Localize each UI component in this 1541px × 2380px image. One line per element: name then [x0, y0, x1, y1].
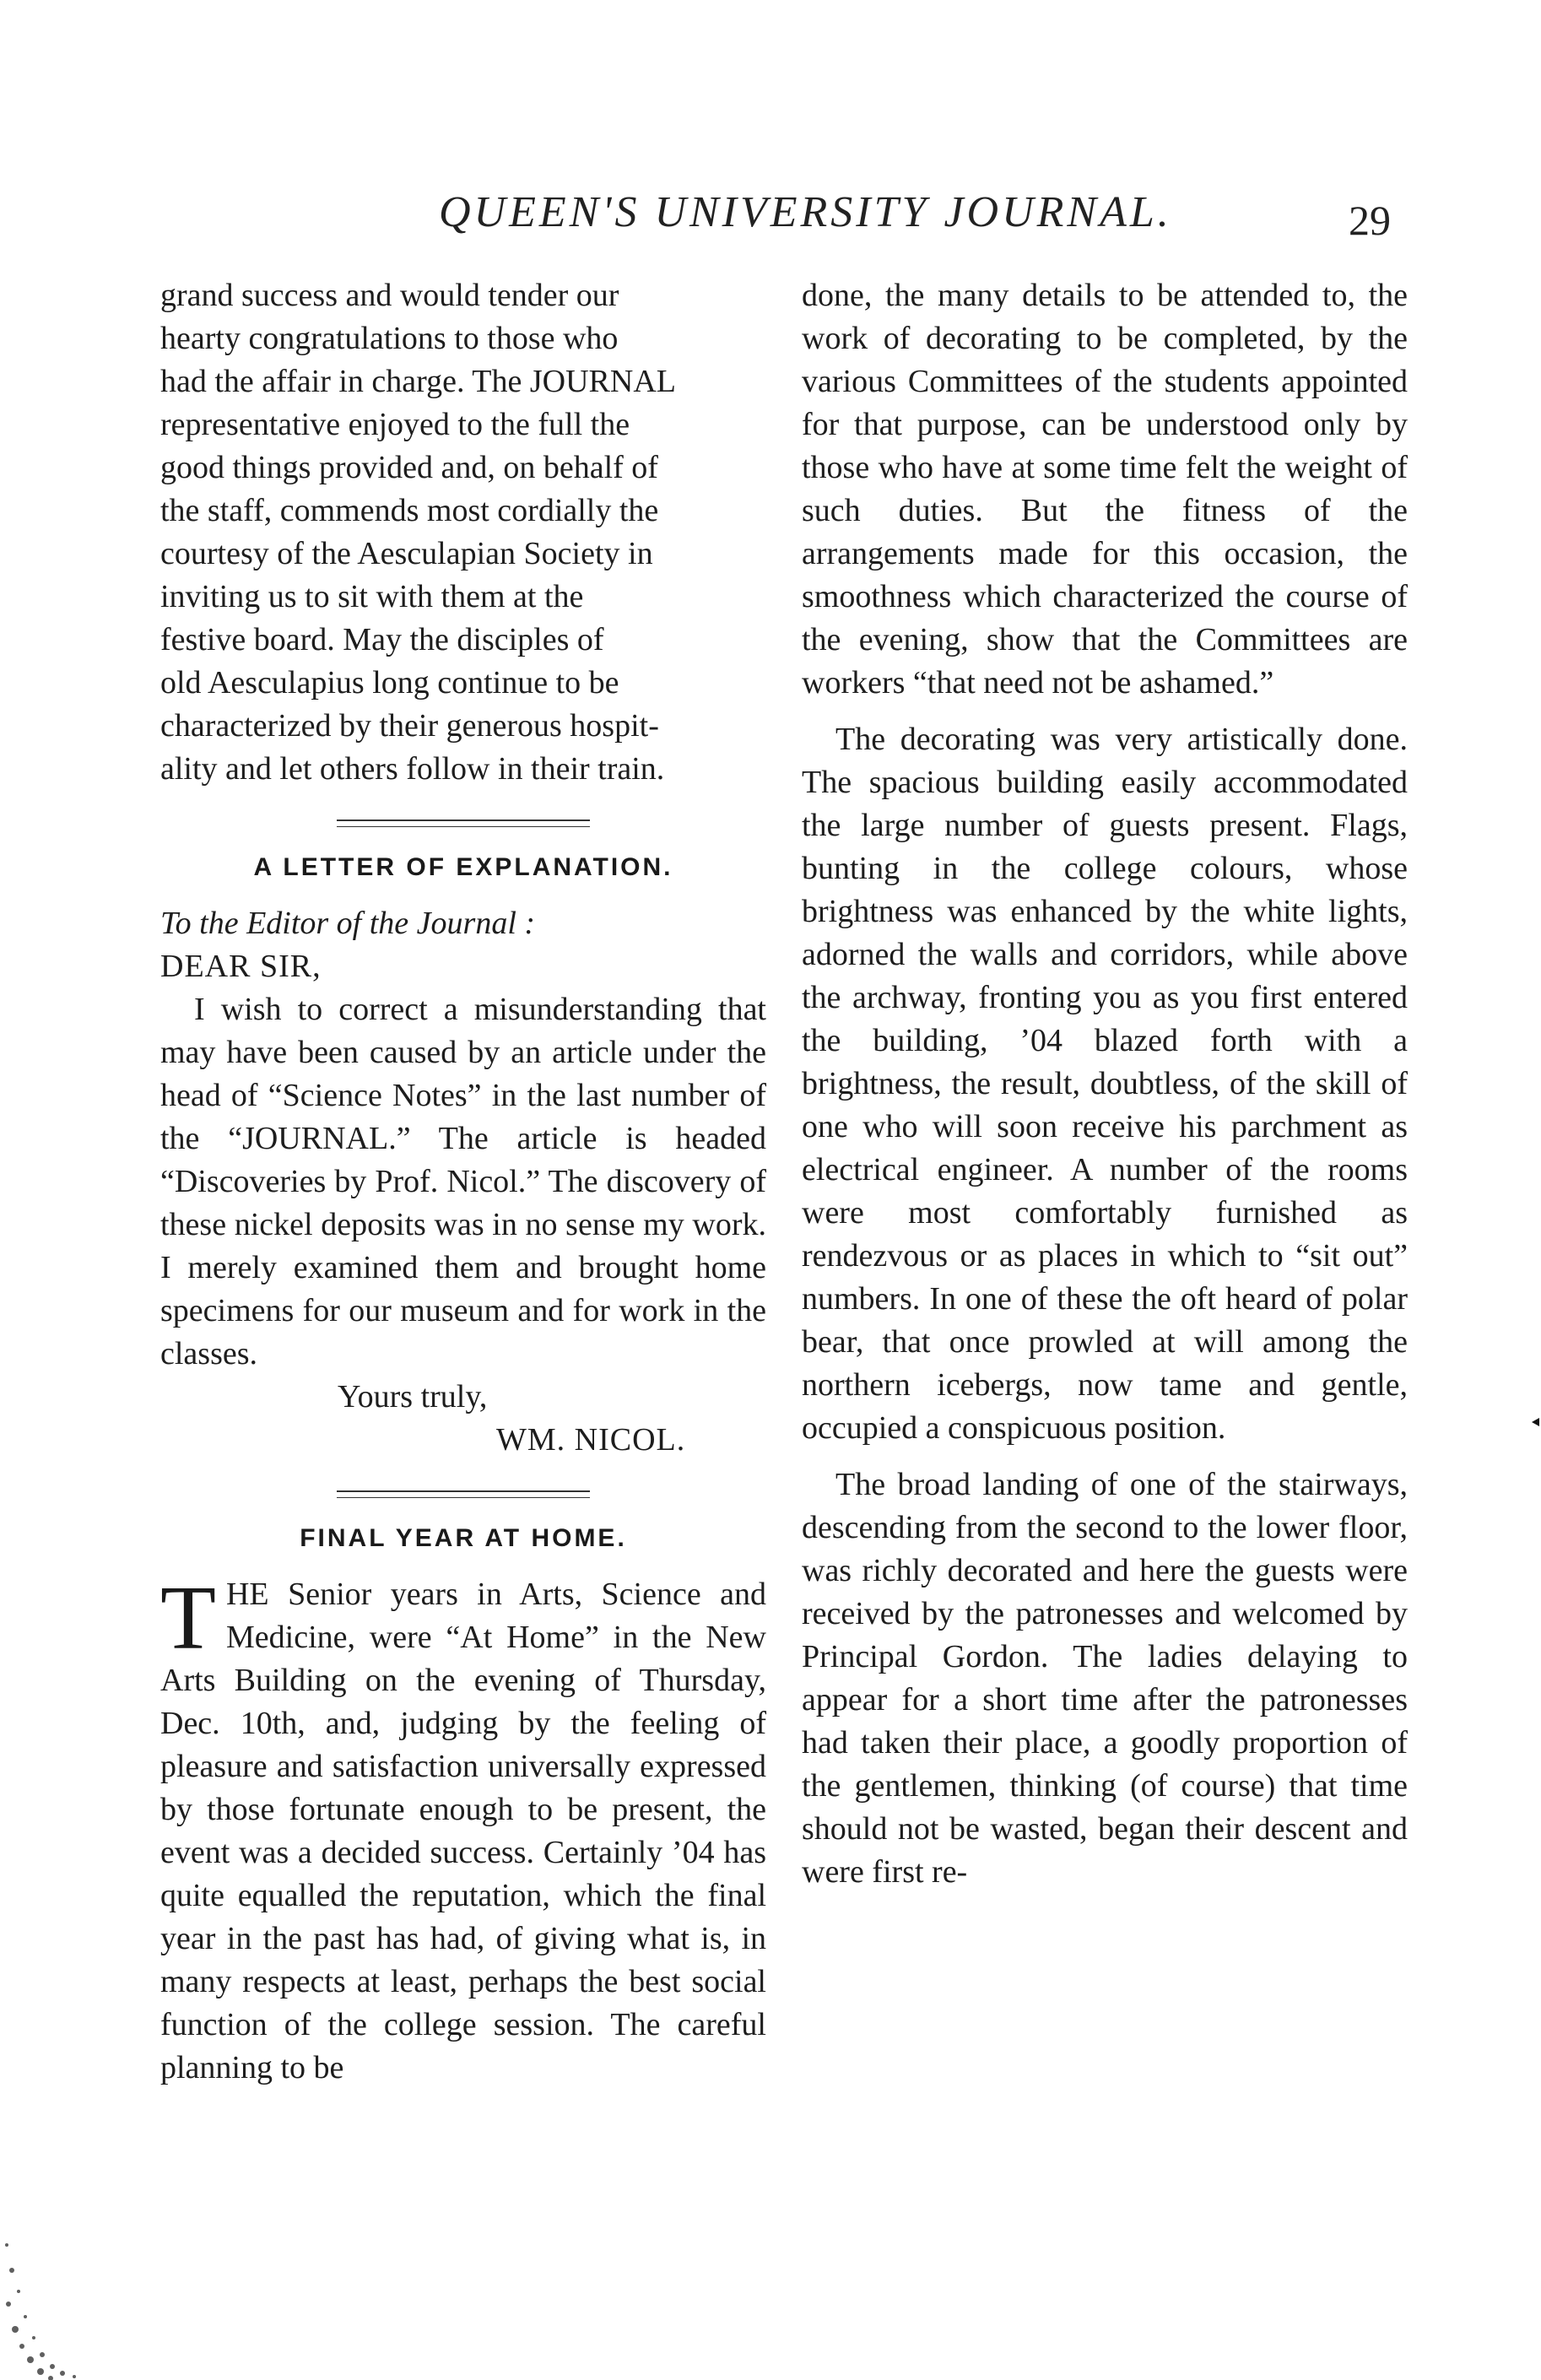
- running-head: [0, 187, 1541, 246]
- intro-line: grand success and would tender our: [160, 278, 619, 313]
- intro-line: hearty congratulations to those who: [160, 321, 619, 356]
- article-paragraph: The broad landing of one of the stairways, descending from the second to the lower floor, was richly decorated and here the guests were received by the patronesses and welcomed by Principal Gordon. The ladies delaying to appear for a short time after the patronesses had taken their place, a goodly proportion of the gentlemen, thinking (of course) that time should not be wasted, began their descent and were first re-: [802, 1467, 1408, 1890]
- letter-signature: WM. NICOL.: [496, 1422, 686, 1458]
- intro-line: festive board. May the disciples of: [160, 622, 604, 657]
- intro-line: inviting us to sit with them at the: [160, 579, 584, 614]
- intro-line: courtesy of the Aesculapian Society in: [160, 536, 653, 571]
- intro-line: old Aesculapius long continue to be: [160, 665, 619, 700]
- letter-addressee: To the Editor of the Journal :: [160, 906, 536, 941]
- margin-mark: [1532, 1418, 1539, 1426]
- article-paragraph: done, the many details to be attended to, the work of decorating to be completed, by the various Committees of the students appointed for that purpose, can be understood only by those who have at some time felt the weight of such duties. But the fitness of the arrangements made for this occasion, the smoothness which characterized the course of the evening, show that the Committees are workers “that need not be ashamed.”: [802, 278, 1408, 700]
- letter-salutation: DEAR SIR,: [160, 949, 322, 984]
- intro-line: ality and let others follow in their train.: [160, 751, 665, 787]
- intro-line: representative enjoyed to the full the: [160, 407, 630, 442]
- intro-line: characterized by their generous hospit-: [160, 708, 659, 744]
- letter-body: I wish to correct a misunderstanding that may have been caused by an article under the head of “Science Notes” in the last number of the “JOURNAL.” The article is headed “Discoveries by Prof. Nicol.” The discovery of these nickel deposits was in no sense my work. I merely examined them and brought home specimens for our museum and for work in the classes.: [160, 992, 766, 1371]
- letter-heading: A LETTER OF EXPLANATION.: [253, 853, 673, 881]
- final-year-heading: FINAL YEAR AT HOME.: [300, 1524, 627, 1552]
- journal-title: QUEEN'S UNIVERSITY JOURNAL.: [439, 188, 1172, 236]
- article-paragraph: The decorating was very artistically done. The spacious building easily accommodated the large number of guests present. Flags, bunting in the college colours, whose brightness was enhanced by the white lights, adorned the walls and corridors, while above the archway, fronting you as you first entered the building, ’04 blazed forth with a brightness, the result, doubtless, of the skill of one who will soon receive his parchment as electrical engineer. A number of the rooms were most comfortably furnished as rendezvous or as places in which to “sit out” numbers. In one of these the oft heard of polar bear, that once prowled at will among the northern icebergs, now tame and gentle, occupied a conspicuous position.: [802, 722, 1408, 1446]
- section-divider: [337, 1490, 590, 1498]
- section-divider: [337, 819, 590, 827]
- left-column: [160, 274, 766, 2090]
- final-year-body: [160, 1568, 766, 2090]
- right-column: [802, 274, 1408, 1894]
- drop-cap: T: [160, 1568, 216, 1669]
- page-edge-smudge: [0, 2211, 93, 2380]
- final-year-text: HE Senior years in Arts, Science and Medicine, were “At Home” in the New Arts Building on the evening of Thursday, Dec. 10th, and, judging by the feeling of pleasure and satisfaction universally expressed by those fortunate enough to be present, the event was a decided success. Certainly ’04 has quite equalled the reputation, which the final year in the past has had, of giving what is, in many respects at least, perhaps the best social function of the college session. The careful planning to be: [160, 1577, 766, 2085]
- intro-line: had the affair in charge. The JOURNAL: [160, 364, 676, 399]
- letter-closing: Yours truly,: [338, 1379, 488, 1414]
- page-number: 29: [1349, 197, 1391, 244]
- intro-line: good things provided and, on behalf of: [160, 450, 658, 485]
- intro-line: the staff, commends most cordially the: [160, 493, 659, 528]
